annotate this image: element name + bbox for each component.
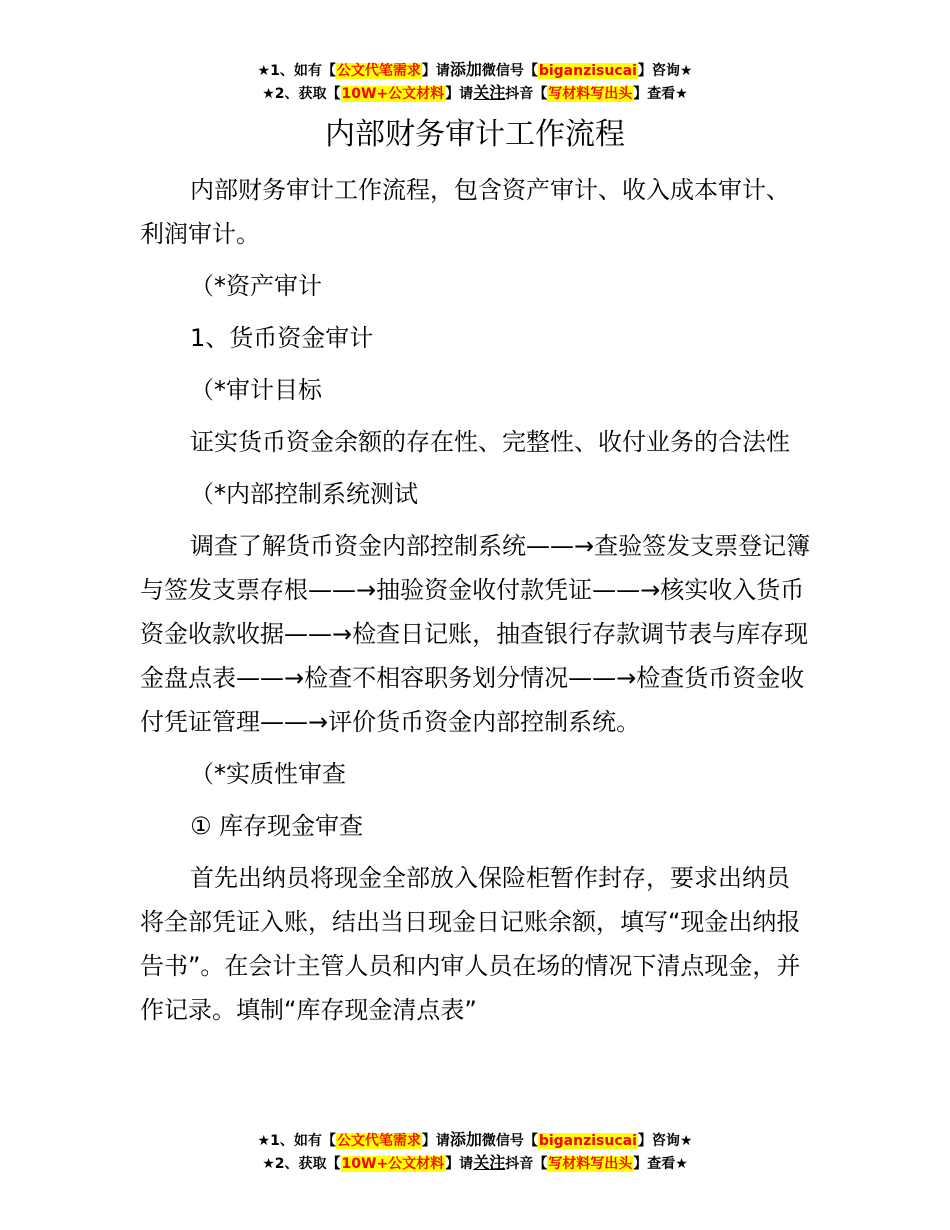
banner-line-2 (0, 1152, 950, 1175)
footer-banner (0, 1129, 950, 1175)
heading-cash-review: ① 库存现金审查 (190, 812, 364, 840)
banner-text: 】请 (421, 1133, 450, 1149)
section-heading-asset-audit: （*资产审计 (190, 272, 322, 300)
header-banner (0, 59, 950, 105)
banner-text: 微信号【 (481, 1133, 538, 1149)
banner-text: ★1、如有【 (257, 1133, 336, 1149)
subsection-heading-monetary-funds: 1、货币资金审计 (190, 324, 374, 352)
document-body (140, 168, 812, 1032)
banner-highlight: 公文代笔需求 (336, 1133, 421, 1149)
banner-highlight: biganzisucai (538, 1133, 637, 1149)
banner-text: 】请 (445, 1156, 474, 1172)
banner-text: ★1、如有【 (257, 63, 336, 79)
banner-highlight: 写材料写出头 (548, 1156, 633, 1172)
banner-text: 】请 (421, 63, 450, 79)
heading-audit-objective: （*审计目标 (190, 376, 322, 404)
banner-text: 】查看★ (633, 1156, 688, 1172)
heading-internal-control-test: （*内部控制系统测试 (190, 480, 418, 508)
banner-emphasis: 关注 (473, 1153, 506, 1172)
banner-line-2 (0, 82, 950, 105)
document-title: 内部财务审计工作流程 (325, 117, 625, 152)
banner-text: 】请 (445, 86, 474, 102)
banner-line-1 (0, 1129, 950, 1152)
heading-substantive-review: （*实质性审查 (190, 760, 346, 788)
banner-text: 抖音【 (505, 1156, 548, 1172)
banner-text: 】查看★ (633, 86, 688, 102)
internal-control-paragraph: 调查了解货币资金内部控制系统——→查验签发支票登记簿与签发支票存根——→抽验资金收付款凭证——→核实收入货币资金收款收据——→检查日记账，抽查银行存款调节表与库存现金盘点表——→检查不相容职务划分情况——→检查货币资金收付凭证管理——→评价货币资金内部控制系统。 (140, 532, 811, 736)
objective-paragraph: 证实货币资金余额的存在性、完整性、收付业务的合法性 (190, 428, 790, 456)
banner-text: 微信号【 (481, 63, 538, 79)
banner-highlight: 写材料写出头 (548, 86, 633, 102)
intro-paragraph: 内部财务审计工作流程，包含资产审计、收入成本审计、利润审计。 (140, 176, 790, 248)
banner-text: 】咨询★ (637, 1133, 693, 1149)
banner-highlight: 10W+公文材料 (341, 1156, 445, 1172)
banner-highlight: 10W+公文材料 (341, 86, 445, 102)
banner-emphasis: 关注 (473, 83, 506, 102)
banner-text: 抖音【 (505, 86, 548, 102)
banner-highlight: 公文代笔需求 (336, 63, 421, 79)
banner-highlight: biganzisucai (538, 63, 637, 79)
banner-text: ★2、获取【 (262, 86, 341, 102)
cash-review-paragraph: 首先出纳员将现金全部放入保险柜暂作封存，要求出纳员将全部凭证入账，结出当日现金日记账余额，填写“现金出纳报告书”。在会计主管人员和内审人员在场的情况下清点现金，并作记录。填制“库存现金清点表” (140, 864, 801, 1024)
banner-line-1 (0, 59, 950, 82)
banner-text: 】咨询★ (637, 63, 693, 79)
banner-emphasis: 添加 (449, 1130, 482, 1149)
banner-emphasis: 添加 (449, 60, 482, 79)
banner-text: ★2、获取【 (262, 1156, 341, 1172)
